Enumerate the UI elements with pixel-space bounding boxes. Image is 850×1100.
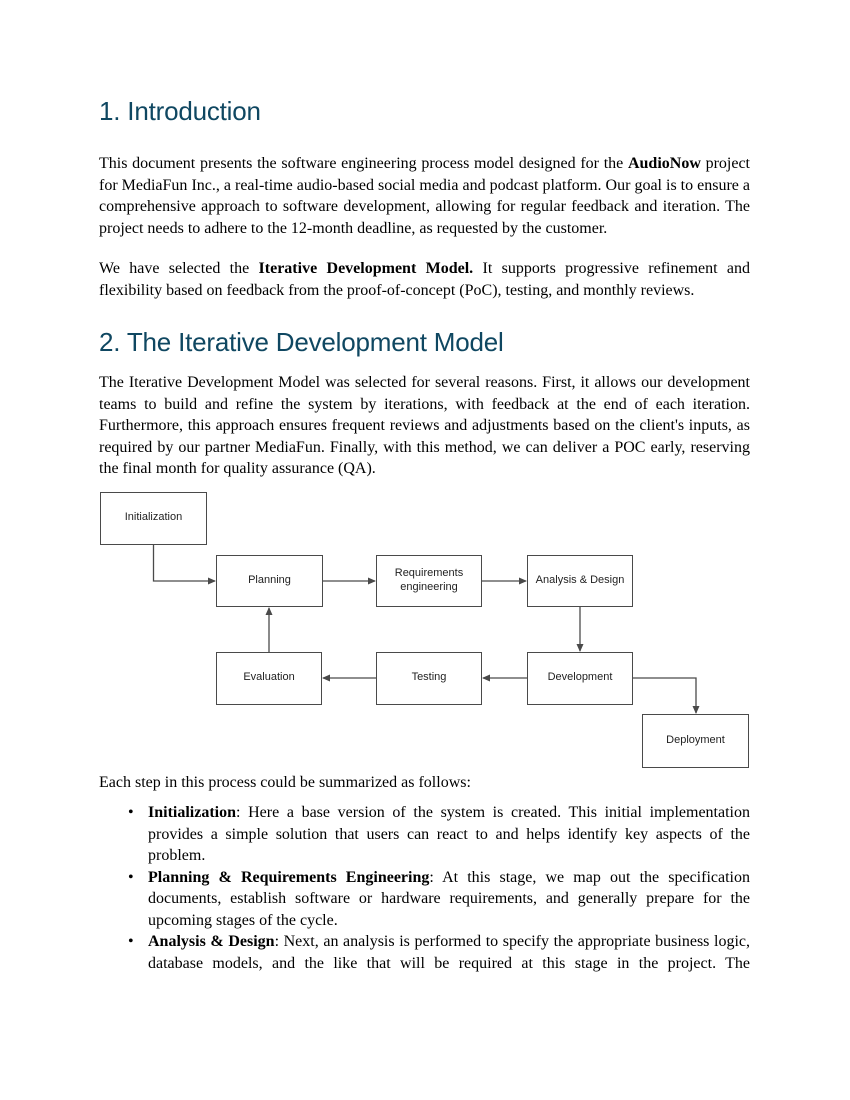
list-text: : Here a base version of the system is created. This initial implementation provides a simple solution that users can react to and helps identify key aspects of the problem. (148, 804, 750, 864)
bullet-icon: • (128, 933, 134, 950)
section-1-heading: 1. Introduction (99, 96, 261, 126)
bullet-icon: • (128, 804, 134, 821)
diagram-node-initialization (100, 492, 207, 545)
process-steps-list (99, 802, 750, 974)
node-label: Development (547, 671, 613, 684)
list-text: : At this stage, we map out the specification documents, establish software or hardware requirements, and generally prepare for the upcoming stages of the cycle. (148, 868, 750, 929)
process-flow-diagram (99, 487, 750, 772)
document-content (99, 0, 750, 974)
text-run: This document presents the software engineering process model designed for the (99, 155, 628, 172)
list-term: Initialization (148, 804, 237, 821)
model-paragraph: The Iterative Development Model was selected for several reasons. First, it allows our development teams to build and refine the system by iterations, with feedback at the end of each iteration. Furthermore, this approach ensures frequent reviews and adjustments based on the client's inputs, as required by our partner MediaFun. Finally, with this method, we can deliver a POC early, reserving the final month for quality assurance (QA). (99, 374, 750, 477)
diagram-node-testing (376, 652, 482, 705)
node-label: Testing (411, 671, 447, 684)
edge-development-deployment (633, 678, 696, 713)
diagram-node-analysis-design (527, 555, 633, 607)
intro-paragraph-2 (99, 258, 750, 301)
node-label: Requirements engineering (394, 566, 464, 593)
node-label: Analysis & Design (535, 573, 625, 586)
section-2-heading: 2. The Iterative Development Model (99, 327, 504, 357)
text-run: project for MediaFun Inc., a real-time audio-based social media and podcast platform. Our goal is to ensure a comprehensive approach to software development, allowing for regular feedback and iteration. The project needs to adhere to the 12-month deadline, as requested by the customer. (99, 155, 751, 237)
diagram-node-development (527, 652, 633, 705)
node-label: Deployment (666, 733, 725, 746)
intro-paragraph-1 (99, 153, 750, 239)
text-run: It supports progressive refinement and flexibility based on feedback from the proof-of-concept (PoC), testing, and monthly reviews. (99, 260, 751, 299)
node-label: Evaluation (243, 671, 295, 684)
diagram-node-planning (216, 555, 323, 607)
text-run: We have selected the (99, 260, 259, 277)
diagram-node-evaluation (216, 652, 322, 705)
bullet-icon: • (128, 868, 134, 886)
summary-lead: Each step in this process could be summarized as follows: (99, 773, 471, 791)
bold-text-run: Iterative Development Model. (258, 260, 474, 277)
bold-text-run: AudioNow (627, 155, 701, 172)
edge-initialization-planning (154, 545, 216, 581)
list-item-initialization (99, 802, 750, 867)
list-item-analysis-design (99, 931, 750, 974)
diagram-node-requirements-engineering (376, 555, 482, 607)
list-text: : Next, an analysis is performed to specify the appropriate business logic, database models, and the like that will be required at this stage in the project. The (148, 933, 751, 972)
diagram-node-deployment (642, 714, 749, 768)
list-item-planning-requirements (99, 867, 750, 932)
node-label: Planning (248, 573, 291, 586)
list-term: Planning & Requirements Engineering (148, 868, 430, 886)
node-label: Initialization (124, 511, 183, 524)
list-term: Analysis & Design (148, 933, 275, 950)
